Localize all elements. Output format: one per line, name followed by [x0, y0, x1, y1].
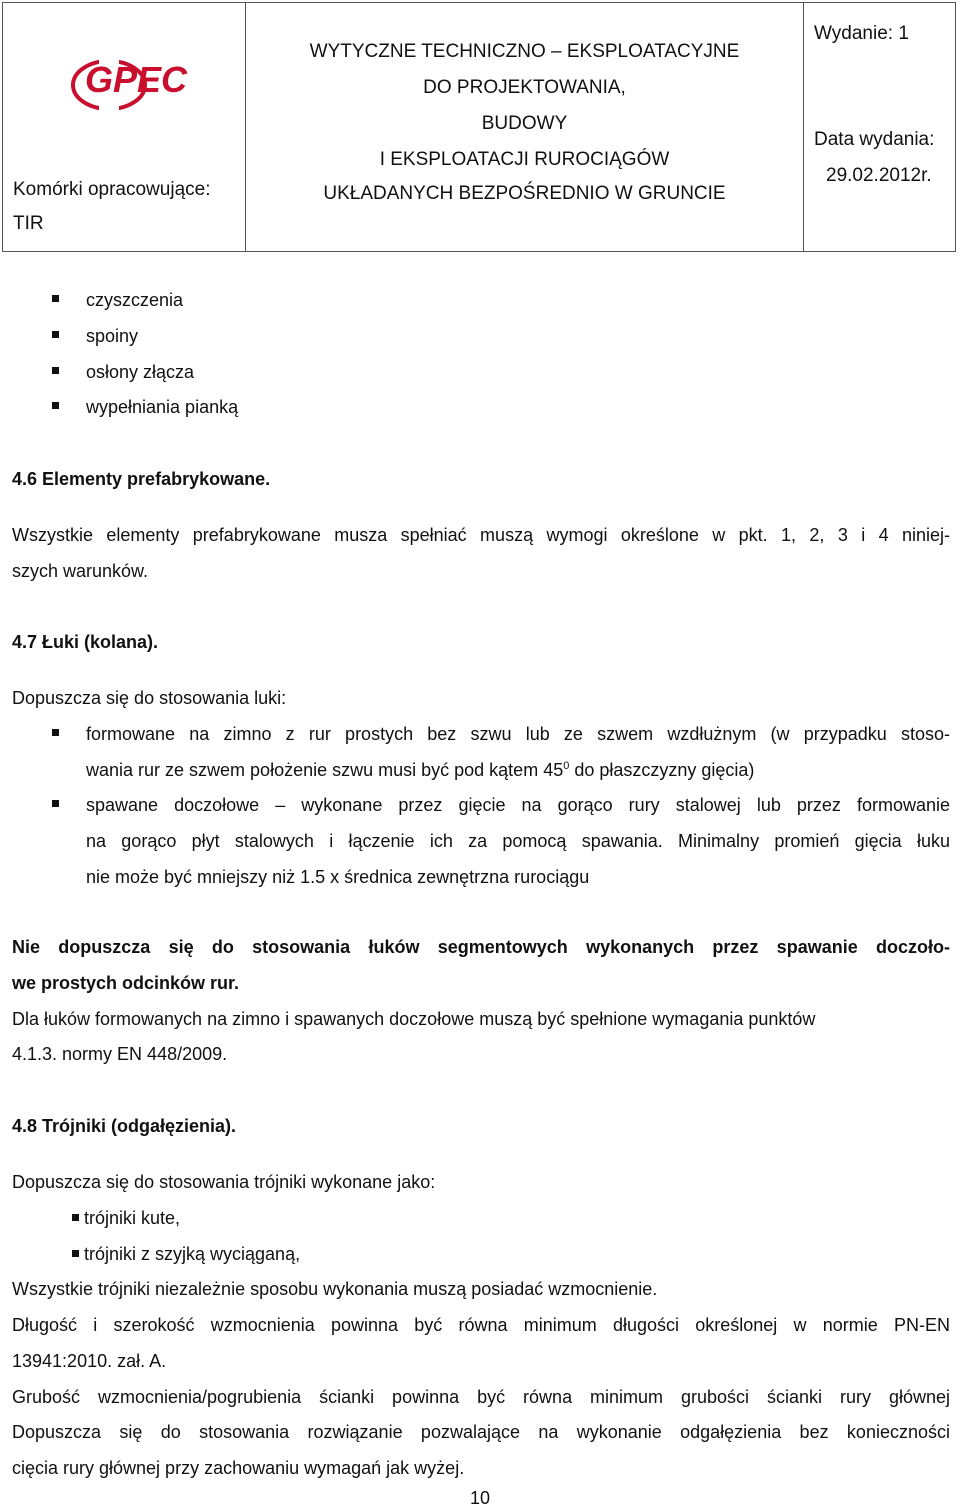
list-item: osłony złącza — [86, 362, 195, 382]
paragraph-line: Wszystkie trójniki niezależnie sposobu wykonania muszą posiadać wzmocnienie. — [12, 1279, 658, 1299]
bold-paragraph-line: we prostych odcinków rur. — [12, 973, 240, 993]
list-item: trójniki z szyjką wyciąganą, — [84, 1244, 301, 1264]
bullet-icon — [52, 402, 59, 409]
bold-paragraph-line: Nie dopuszcza się do stosowania łuków segmentowych wykonanych przez spawanie doczoło- — [12, 937, 950, 957]
paragraph-line: Grubość wzmocnienia/pogrubienia ścianki powinna być równa minimum grubości ścianki rury głównej — [12, 1387, 950, 1407]
header-right-cell — [804, 3, 955, 251]
bullet-icon — [52, 729, 59, 736]
list-item: spoiny — [86, 326, 139, 346]
list-item: czyszczenia — [86, 290, 184, 310]
list-item-line: nie może być mniejszy niż 1.5 x średnica zewnętrzna rurociągu — [86, 867, 590, 887]
list-item-line — [86, 760, 754, 781]
section-heading: 4.6 Elementy prefabrykowane. — [12, 469, 271, 489]
date-value: 29.02.2012r. — [826, 165, 932, 186]
cells-value: TIR — [13, 213, 44, 234]
paragraph-line: Dla łuków formowanych na zimno i spawanych doczołowe muszą być spełnione wymagania punktów — [12, 1009, 816, 1029]
paragraph-line: Dopuszcza się do stosowania rozwiązanie pozwalające na wykonanie odgałęzienia bez konieczności — [12, 1422, 950, 1442]
text-span: do płaszczyzny gięcia) — [569, 760, 755, 780]
title-line-1: WYTYCZNE TECHNICZNO – EKSPLOATACYJNE — [309, 41, 740, 62]
title-line-3: BUDOWY — [481, 113, 568, 134]
bullet-icon — [72, 1250, 79, 1257]
bullet-icon — [52, 367, 59, 374]
title-line-2: DO PROJEKTOWANIA, — [423, 77, 626, 98]
bullet-icon — [52, 331, 59, 338]
page-number: 10 — [469, 1488, 491, 1508]
cells-label: Komórki opracowujące: — [13, 179, 211, 200]
paragraph-line: 4.1.3. normy EN 448/2009. — [12, 1044, 228, 1064]
list-item-line: na gorąco płyt stalowych i łączenie ich za pomocą spawania. Minimalny promień gięcia łuku — [86, 831, 950, 851]
date-label: Data wydania: — [814, 129, 935, 150]
bullet-icon — [52, 800, 59, 807]
list-item-line: spawane doczołowe – wykonane przez gięcie na gorąco rury stalowej lub przez formowanie — [86, 795, 950, 815]
paragraph-line: szych warunków. — [12, 561, 149, 581]
list-item: wypełniania pianką — [86, 397, 239, 417]
title-line-5: UKŁADANYCH BEZPOŚREDNIO W GRUNCIE — [323, 183, 726, 204]
section-heading: 4.7 Łuki (kolana). — [12, 632, 159, 652]
title-line-4: I EKSPLOATACJI RUROCIĄGÓW — [379, 149, 670, 170]
logo-text: GPEC — [85, 59, 188, 100]
paragraph-line: Wszystkie elementy prefabrykowane musza spełniać muszą wymogi określone w pkt. 1, 2, 3 i 4 niniej- — [12, 525, 950, 545]
edition: Wydanie: 1 — [814, 23, 909, 44]
list-item: trójniki kute, — [84, 1208, 181, 1228]
text-span: wania rur ze szwem położenie szwu musi być pod kątem 45 — [86, 760, 564, 780]
document-header — [2, 2, 956, 252]
superscript: 0 — [563, 760, 570, 772]
paragraph-line: Dopuszcza się do stosowania trójniki wykonane jako: — [12, 1172, 436, 1192]
header-title-cell — [246, 3, 804, 251]
list-item-line: formowane na zimno z rur prostych bez szwu lub ze szwem wzdłużnym (w przypadku stoso- — [86, 724, 950, 744]
paragraph-line: Długość i szerokość wzmocnienia powinna być równa minimum długości określonej w normie PN-EN — [12, 1315, 950, 1335]
paragraph-line: cięcia rury głównej przy zachowaniu wymagań jak wyżej. — [12, 1458, 465, 1478]
bullet-icon — [72, 1214, 79, 1221]
paragraph-line: Dopuszcza się do stosowania luki: — [12, 688, 287, 708]
paragraph-line: 13941:2010. zał. A. — [12, 1351, 167, 1371]
header-left-cell — [3, 3, 246, 251]
bullet-icon — [52, 295, 59, 302]
section-heading: 4.8 Trójniki (odgałęzienia). — [12, 1116, 237, 1136]
